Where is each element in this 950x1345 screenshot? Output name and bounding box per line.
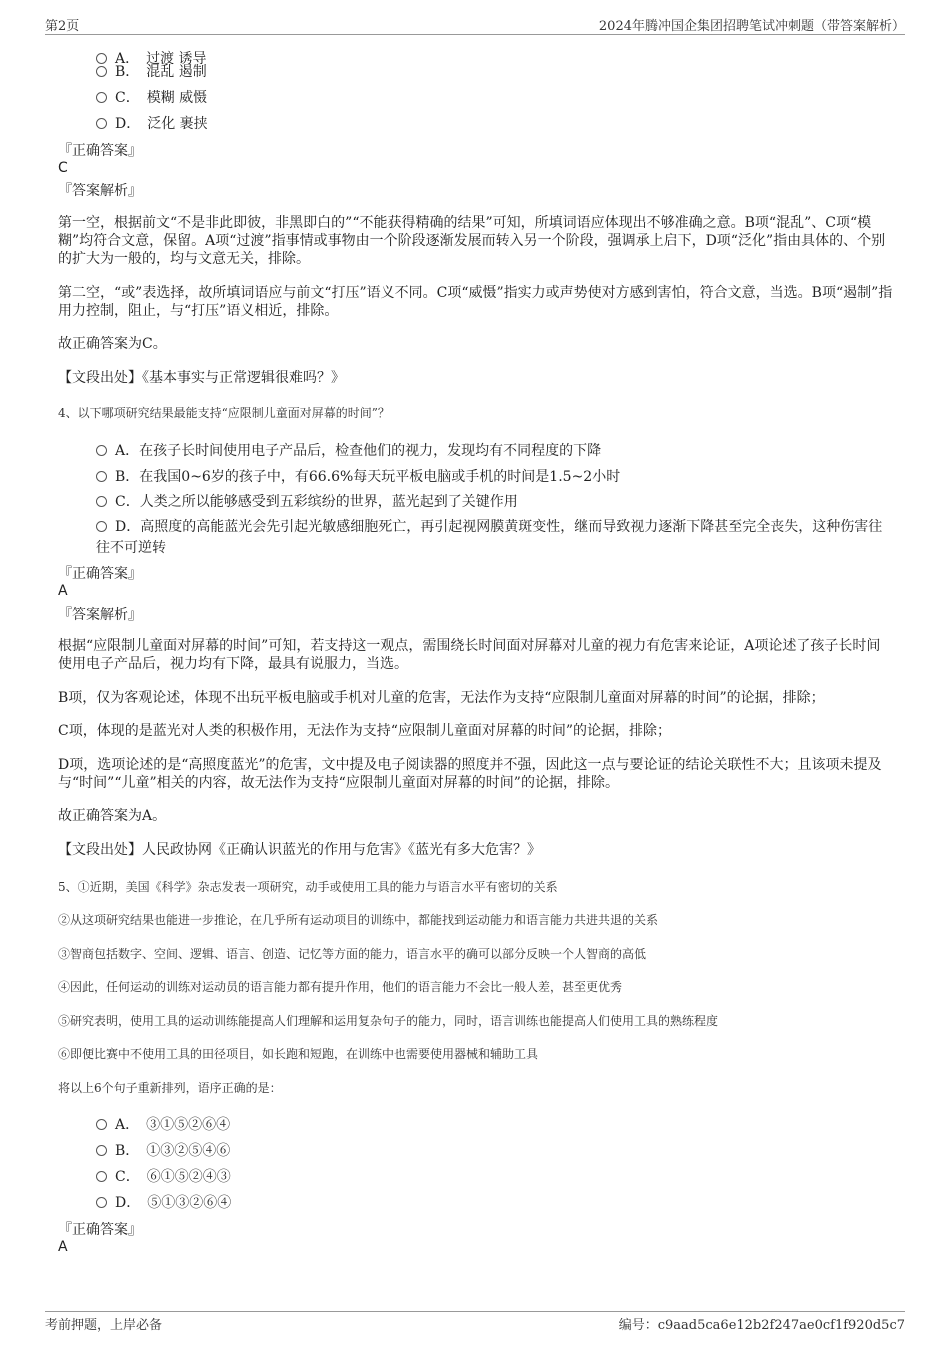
- q4-option-a-label: A．在孩子长时间使用电子产品后，检查他们的视力，发现均有不同程度的下降: [115, 443, 602, 459]
- radio-icon[interactable]: [96, 1119, 107, 1130]
- q4-option-b-label: B．在我国0~6岁的孩子中，有66.6%每天玩平板电脑或手机的时间是1.5~2小时: [115, 469, 621, 485]
- q3-option-b[interactable]: [96, 61, 207, 81]
- q3-option-b-label: B． 混乱 遏制: [115, 64, 207, 80]
- q4-answer: A: [58, 583, 68, 599]
- q5-option-d-label: D． ⑤①③②⑥④: [115, 1195, 232, 1211]
- radio-icon[interactable]: [96, 445, 107, 456]
- radio-icon[interactable]: [96, 1197, 107, 1208]
- q4-conclusion: 故正确答案为A。: [58, 808, 167, 824]
- q4-option-a[interactable]: [96, 440, 601, 460]
- q3-analysis-para-1: 第一空，根据前文“不是非此即彼，非黑即白的”“不能获得精确的结果”可知，所填词语应体现出不够准确之意。B项“混乱”、C项“模糊”均符合文意，保留。A项“过渡”指事情或事物由一个阶段逐渐发展而转入另一个阶段，强调承上启下，D项“泛化”指由具体的、个别的扩大为一般的，均与文意无关，排除。: [58, 215, 886, 267]
- q4-option-c-label: C．人类之所以能够感受到五彩缤纷的世界，蓝光起到了关键作用: [115, 494, 518, 510]
- q3-option-d-label: D． 泛化 裹挟: [115, 116, 208, 132]
- q4-option-c[interactable]: [96, 491, 518, 511]
- q5-prompt: 将以上6个句子重新排列，语序正确的是：: [58, 1081, 282, 1095]
- q5-sentence-2: ②从这项研究结果也能进一步推论，在几乎所有运动项目的训练中，都能找到运动能力和语言能力共进共退的关系: [58, 913, 659, 927]
- q4-analysis-para-2: B项，仅为客观论述，体现不出玩平板电脑或手机对儿童的危害，无法作为支持“应限制儿童面对屏幕的时间”的论据，排除；: [58, 690, 825, 706]
- q3-answer: C: [58, 160, 68, 176]
- q3-option-a-label: A． 过渡 诱导: [115, 51, 207, 67]
- page-number: 第2页: [45, 19, 80, 34]
- q5-option-b[interactable]: [96, 1140, 230, 1160]
- radio-icon[interactable]: [96, 66, 107, 77]
- q3-answer-label: 『正确答案』: [58, 143, 142, 159]
- radio-icon[interactable]: [96, 92, 107, 103]
- q3-analysis-para-2: 第二空，“或”表选择，故所填词语应与前文“打压”语义不同。C项“威慑”指实力或声势使对方感到害怕，符合文意，当选。B项“遏制”指用力控制，阻止，与“打压”语义相近，排除。: [58, 285, 893, 319]
- radio-icon[interactable]: [96, 118, 107, 129]
- document-title: 2024年腾冲国企集团招聘笔试冲刺题（带答案解析）: [598, 19, 905, 34]
- q4-answer-label: 『正确答案』: [58, 566, 142, 582]
- q4-option-d-label: D．高照度的高能蓝光会先引起光敏感细胞死亡，再引起视网膜黄斑变性，继而导致视力逐渐下降甚至完全丧失，这种伤害往往不可逆转: [96, 519, 883, 556]
- q3-option-d[interactable]: [96, 113, 208, 133]
- q5-option-c[interactable]: [96, 1166, 231, 1186]
- radio-icon[interactable]: [96, 471, 107, 482]
- q4-option-b[interactable]: [96, 466, 620, 486]
- radio-icon[interactable]: [96, 1145, 107, 1156]
- q4-analysis-para-4: D项，选项论述的是“高照度蓝光”的危害，文中提及电子阅读器的照度并不强，因此这一点与要论证的结论关联性不大；且该项未提及与“时间”“儿童”相关的内容，故无法作为支持“应限制儿童面对屏幕的时间”的论据，排除。: [58, 757, 882, 791]
- q5-option-c-label: C． ⑥①⑤②④③: [115, 1169, 231, 1185]
- q5-option-b-label: B． ①③②⑤④⑥: [115, 1143, 231, 1159]
- q4-option-d[interactable]: [96, 517, 891, 559]
- q5-sentence-1: 5、①近期，美国《科学》杂志发表一项研究，动手或使用工具的能力与语言水平有密切的关系: [58, 880, 558, 894]
- document-id: 编号：c9aad5ca6e12b2f247ae0cf1f920d5c7: [618, 1318, 905, 1333]
- q3-option-c-label: C． 模糊 威慑: [115, 90, 208, 106]
- q4-source: 【文段出处】人民政协网《正确认识蓝光的作用与危害》《蓝光有多大危害？》: [58, 842, 541, 858]
- q5-sentence-6: ⑥即便比赛中不使用工具的田径项目，如长跑和短跑，在训练中也需要使用器械和辅助工具: [58, 1047, 539, 1061]
- q4-analysis-para-3: C项，体现的是蓝光对人类的积极作用，无法作为支持“应限制儿童面对屏幕的时间”的论据，排除；: [58, 723, 672, 739]
- footer-slogan: 考前押题，上岸必备: [45, 1318, 163, 1333]
- q5-sentence-5: ⑤研究表明，使用工具的运动训练能提高人们理解和运用复杂句子的能力，同时，语言训练也能提高人们使用工具的熟练程度: [58, 1014, 719, 1028]
- q3-conclusion: 故正确答案为C。: [58, 336, 167, 352]
- q3-option-c[interactable]: [96, 87, 207, 107]
- q5-answer-label: 『正确答案』: [58, 1222, 142, 1238]
- q3-source: 【文段出处】《基本事实与正常逻辑很难吗？》: [58, 370, 345, 386]
- q5-sentence-3: ③智商包括数字、空间、逻辑、语言、创造、记忆等方面的能力，语言水平的确可以部分反映一个人智商的高低: [58, 947, 647, 961]
- q5-option-d[interactable]: [96, 1192, 231, 1212]
- q5-answer: A: [58, 1239, 68, 1255]
- q3-analysis-label: 『答案解析』: [58, 183, 142, 199]
- q4-analysis-label: 『答案解析』: [58, 607, 142, 623]
- radio-icon[interactable]: [96, 521, 107, 532]
- q5-option-a-label: A． ③①⑤②⑥④: [115, 1117, 231, 1133]
- radio-icon[interactable]: [96, 496, 107, 507]
- radio-icon[interactable]: [96, 1171, 107, 1182]
- footer-rule: [45, 1311, 905, 1312]
- q5-sentence-4: ④因此，任何运动的训练对运动员的语言能力都有提升作用，他们的语言能力不会比一般人差，甚至更优秀: [58, 980, 623, 994]
- q5-option-a[interactable]: [96, 1114, 230, 1134]
- q4-analysis-para-1: 根据“应限制儿童面对屏幕的时间”可知，若支持这一观点，需围绕长时间面对屏幕对儿童的视力有危害来论证，A项论述了孩子长时间使用电子产品后，视力均有下降，最具有说服力，当选。: [58, 638, 881, 672]
- header-rule: [45, 34, 905, 35]
- q4-question: 4、以下哪项研究结果最能支持“应限制儿童面对屏幕的时间”？: [58, 406, 390, 420]
